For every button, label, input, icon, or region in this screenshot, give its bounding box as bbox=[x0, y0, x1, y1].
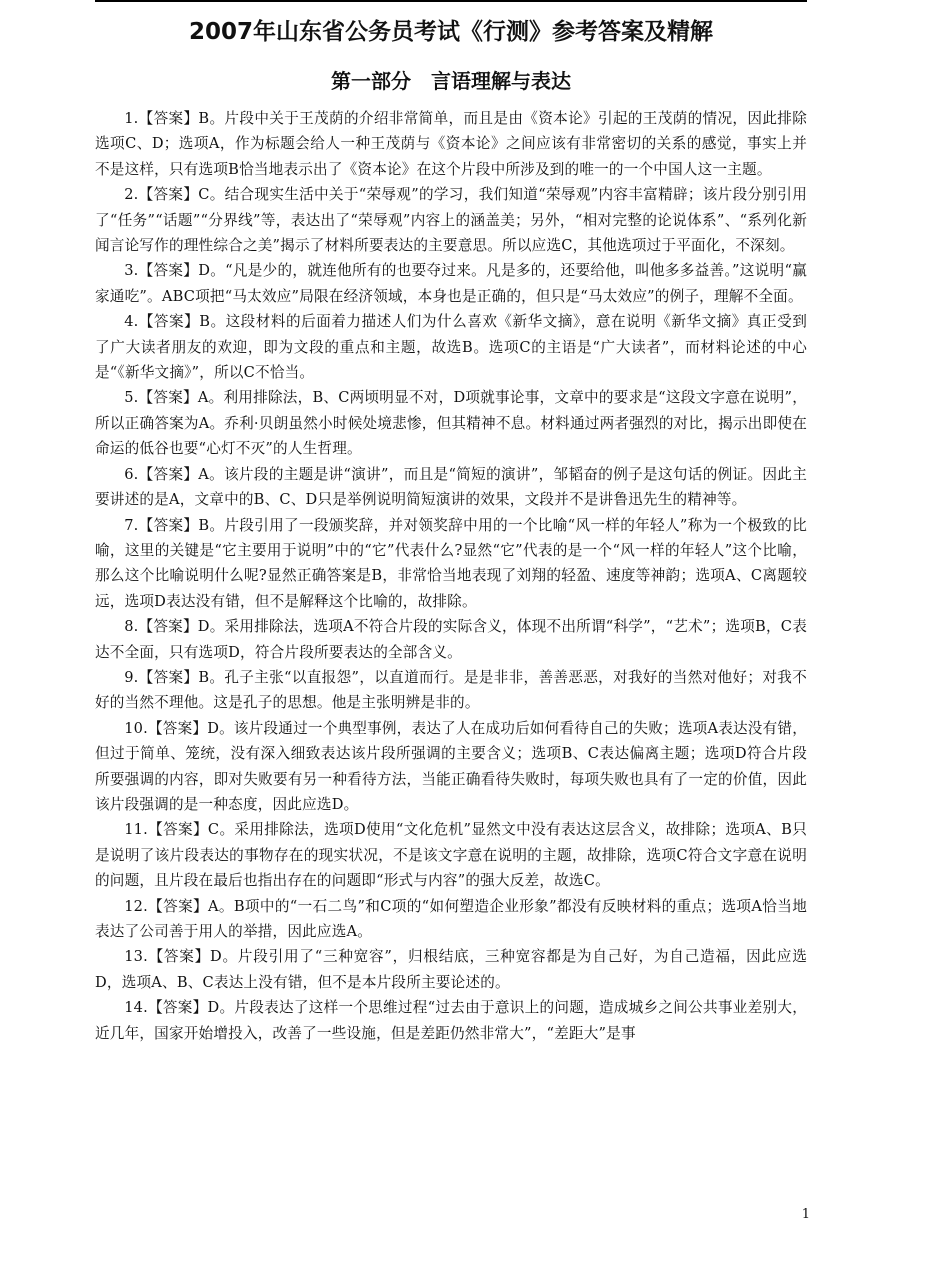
answer-item: 9.【答案】B。孔子主张“以直报怨”，以直道而行。是是非非，善善恶恶，对我好的当然对他好；对我不好的当然不理他。这是孔子的思想。他是主张明辨是非的。 bbox=[95, 668, 807, 712]
answer-item: 5.【答案】A。利用排除法，B、C两顷明显不对，D项就事论事，文章中的要求是“这段文字意在说明”，所以正确答案为A。乔利·贝朗虽然小时候处境悲惨，但其精神不息。材料通过两者强烈的对比，揭示出即使在命运的低谷也要“心灯不灭”的人生哲理。 bbox=[95, 389, 807, 458]
top-rule bbox=[95, 0, 807, 2]
page-number: 1 bbox=[801, 1207, 810, 1222]
answer-item: 11.【答案】C。采用排除法，选项D使用“文化危机”显然文中没有表达这层含义，故排除；选项A、B只是说明了该片段表达的事物存在的现实状况，不是该文字意在说明的主题，故排除，选项C符合文字意在说明的问题，且片段在最后也指出存在的问题即“形式与内容”的强大反差，故选C。 bbox=[95, 821, 807, 890]
section-title: 第一部分 言语理解与表达 bbox=[331, 69, 571, 93]
answer-item: 14.【答案】D。片段表达了这样一个思维过程“过去由于意识上的问题，造成城乡之间公共事业差别大，近几年，国家开始增投入，改善了一些设施，但是差距仍然非常大”，“差距大”是事 bbox=[95, 999, 807, 1042]
answer-item: 1.【答案】B。片段中关于王茂荫的介绍非常简单，而且是由《资本论》引起的王茂荫的情况，因此排除选项C、D；选项A，作为标题会给人一种王茂荫与《资本论》之间应该有非常密切的关系的感觉，事实上并不是这样，只有选项B恰当地表示出了《资本论》在这个片段中所涉及到的唯一的一个中国人这一主题。 bbox=[95, 110, 807, 178]
answer-item: 13.【答案】D。片段引用了“三种宽容”，归根结底，三种宽容都是为自己好，为自己造福，因此应选D，选项A、B、C表达上没有错，但不是本片段所主要论述的。 bbox=[95, 948, 807, 991]
answer-item: 7.【答案】B。片段引用了一段颁奖辞，并对领奖辞中用的一个比喻“风一样的年轻人”称为一个极致的比喻，这里的关键是“它主要用于说明”中的“它”代表什么?显然“它”代表的是一个“风一样的年轻人”这个比喻，那么这个比喻说明什么呢?显然正确答案是B，非常恰当地表现了刘翔的轻盈、速度等神韵；选项A、C离题较远，选项D表达没有错，但不是解释这个比喻的，故排除。 bbox=[95, 516, 807, 610]
answer-item: 4.【答案】B。这段材料的后面着力描述人们为什么喜欢《新华文摘》，意在说明《新华文摘》真正受到了广大读者朋友的欢迎，即为文段的重点和主题，故选B。选项C的主语是“广大读者”，而材料论述的中心是“《新华文摘》”，所以C不恰当。 bbox=[95, 313, 807, 382]
answer-list bbox=[95, 106, 807, 1186]
answer-item: 6.【答案】A。该片段的主题是讲“演讲”，而且是“简短的演讲”，邹韬奋的例子是这句话的例证。因此主要讲述的是A，文章中的B、C、D只是举例说明简短演讲的效果，文段并不是讲鲁迅先生的精神等。 bbox=[95, 465, 807, 509]
answer-item: 3.【答案】D。“凡是少的，就连他所有的也要夺过来。凡是多的，还要给他，叫他多多益善。”这说明“赢家通吃”。ABC项把“马太效应”局限在经济领域，本身也是正确的，但只是“马太效应”的例子，理解不全面。 bbox=[95, 262, 807, 305]
answer-item: 10.【答案】D。该片段通过一个典型事例，表达了人在成功后如何看待自己的失败；选项A表达没有错，但过于简单、笼统，没有深入细致表达该片段所强调的主要含义；选项B、C表达偏离主题；选项D符合片段所要强调的内容，即对失败要有另一种看待方法，当能正确看待失败时，每项失败也具有了一定的价值，因此该片段强调的是一种态度，因此应选D。 bbox=[95, 719, 807, 813]
answer-item: 2.【答案】C。结合现实生活中关于“荣辱观”的学习，我们知道“荣辱观”内容丰富精辟；该片段分别引用了“任务”“话题”“分界线”等，表达出了“荣辱观”内容上的涵盖美；另外，“相对完整的论说体系”、“系列化新闻言论写作的理性综合之美”揭示了材料所要表达的主要意思。所以应选C，其他选项过于平面化，不深刻。 bbox=[95, 186, 807, 255]
document-title: 2007年山东省公务员考试《行测》参考答案及精解 bbox=[188, 19, 713, 45]
answer-item: 12.【答案】A。B项中的“一石二鸟”和C项的“如何塑造企业形象”都没有反映材料的重点；选项A恰当地表达了公司善于用人的举措，因此应选A。 bbox=[95, 897, 807, 940]
answer-item: 8.【答案】D。采用排除法，选项A不符合片段的实际含义，体现不出所谓“科学”，“艺术”；选项B，C表达不全面，只有选项D，符合片段所要表达的全部含义。 bbox=[95, 618, 807, 661]
